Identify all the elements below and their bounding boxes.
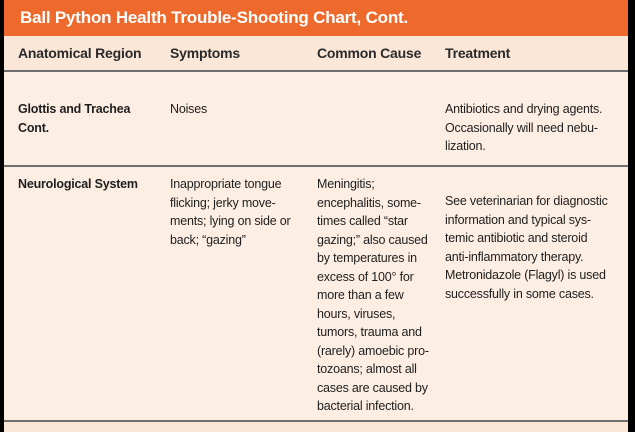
header-anatomical-region: Anatomical Region bbox=[18, 45, 142, 61]
table-row bbox=[4, 167, 628, 422]
region-cell: Glottis and Trachea Cont. bbox=[18, 102, 131, 135]
treatment-cell: See veterinarian for diagnostic information and typical sys- temic antibiotic and steroid anti-inflammatory therapy. Metronidazole (Flagyl) is used successfully in some cases. bbox=[445, 194, 608, 301]
symptoms-cell: Inappropriate tongue flicking; jerky move- ments; lying on side or back; “gazing” bbox=[170, 177, 291, 247]
treatment-cell: Antibiotics and drying agents. Occasionally will need nebu- lization. bbox=[445, 102, 603, 153]
page-title: Ball Python Health Trouble-Shooting Chart, Cont. bbox=[4, 0, 628, 36]
table-row bbox=[4, 72, 628, 167]
header-common-cause: Common Cause bbox=[317, 45, 422, 61]
table-row-partial bbox=[4, 422, 628, 432]
symptoms-cell: Noises bbox=[170, 102, 208, 116]
chart-page bbox=[4, 0, 628, 432]
table-header-row bbox=[4, 36, 628, 72]
region-cell: Neurological System bbox=[18, 177, 138, 191]
cause-cell: Meningitis; encephalitis, some- times called “star gazing;” also caused by temperatures in excess of 100° for more than a few hours, viruses, tumors, trauma and (rarely) amoebic pro- tozoans; almost all cases are caused by bacterial infection. bbox=[317, 177, 429, 413]
header-symptoms: Symptoms bbox=[170, 45, 240, 61]
header-treatment: Treatment bbox=[445, 45, 511, 61]
